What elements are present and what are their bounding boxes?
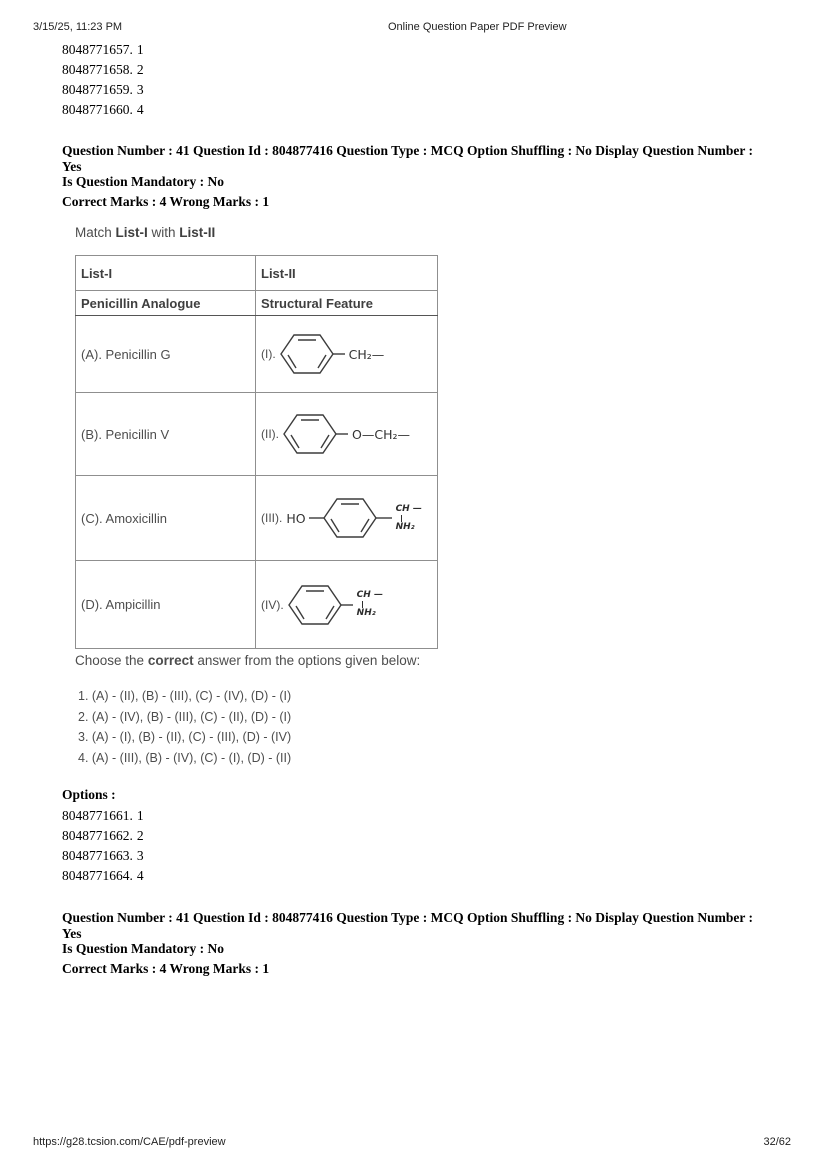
bond-line [401, 515, 402, 522]
question-metadata-block [62, 910, 774, 977]
substituent-group: O—CH₂— [352, 426, 410, 442]
structure-label: (I). [261, 347, 276, 361]
question-metadata-block [62, 143, 774, 210]
table-header-list2: List-II [256, 256, 438, 291]
option-id: 8048771657. [62, 42, 133, 57]
table-row [76, 316, 438, 393]
table-row [76, 393, 438, 476]
list-item-ampicillin: (D). Ampicillin [76, 561, 256, 649]
list2-label: List-II [179, 225, 216, 240]
option-value: 3 [136, 848, 144, 863]
question-meta-line1: Question Number : 41 Question Id : 804877416 Question Type : MCQ Option Shuffling : No Display Question Number : Yes [62, 910, 753, 941]
match-table [75, 255, 438, 649]
list-item-penicillin-v: (B). Penicillin V [76, 393, 256, 476]
option-id-row [62, 846, 148, 866]
header-title: Online Question Paper PDF Preview [388, 21, 567, 33]
table-subheader-feature: Structural Feature [256, 291, 438, 316]
option-value: 2 [136, 62, 144, 77]
list-item-penicillin-g: (A). Penicillin G [76, 316, 256, 393]
ch-nh2-group [357, 591, 383, 618]
option-id-row [62, 40, 148, 60]
question-meta-line2: Is Question Mandatory : No [62, 174, 225, 189]
ch-nh2-group [396, 505, 422, 532]
top-option-id-list [62, 40, 148, 120]
ch-top: CH — [395, 503, 422, 514]
benzene-ring-icon [309, 495, 393, 541]
footer-page-number: 32/62 [763, 1136, 791, 1148]
question-marks-line: Correct Marks : 4 Wrong Marks : 1 [62, 961, 270, 976]
choose-prompt [75, 653, 420, 668]
table-row [76, 561, 438, 649]
structure-label: (IV). [261, 597, 284, 612]
option-id: 8048771663. [62, 848, 133, 863]
option-value: 1 [136, 42, 144, 57]
header-datetime: 3/15/25, 11:23 PM [33, 21, 123, 33]
bottom-option-id-list [62, 806, 148, 886]
nh2-bottom: NH₂ [356, 608, 376, 618]
question-marks-line: Correct Marks : 4 Wrong Marks : 1 [62, 194, 270, 209]
option-id: 8048771660. [62, 102, 133, 117]
option-id-row [62, 866, 148, 886]
footer-url: https://g28.tcsion.com/CAE/pdf-preview [33, 1136, 226, 1148]
structure-cell [261, 331, 432, 377]
option-id-row [62, 100, 148, 120]
structure-label: (II). [261, 427, 279, 441]
option-id: 8048771658. [62, 62, 133, 77]
ch-top: CH — [356, 590, 383, 600]
answer-options-list [78, 686, 291, 768]
nh2-bottom: NH₂ [395, 521, 415, 532]
answer-option-2: 2. (A) - (IV), (B) - (III), (C) - (II), (D) - (I) [78, 709, 292, 724]
option-value: 3 [136, 82, 144, 97]
benzene-ring-icon [280, 331, 346, 377]
benzene-ring-icon [288, 582, 354, 628]
option-id: 8048771661. [62, 808, 133, 823]
list-item-amoxicillin: (C). Amoxicillin [76, 476, 256, 561]
option-id: 8048771664. [62, 868, 133, 883]
answer-option-3: 3. (A) - (I), (B) - (II), (C) - (III), (D) - (IV) [78, 730, 292, 744]
structure-cell [261, 582, 432, 628]
structure-cell [261, 495, 432, 541]
options-label: Options : [62, 787, 116, 802]
match-prompt [75, 225, 215, 240]
match-prompt-text: with [147, 225, 180, 240]
option-id-row [62, 826, 148, 846]
benzene-ring-icon [283, 411, 349, 457]
table-row [76, 476, 438, 561]
option-value: 4 [136, 868, 144, 883]
choose-prompt-bold: correct [147, 653, 194, 668]
substituent-group: CH₂— [348, 346, 385, 362]
answer-option-4: 4. (A) - (III), (B) - (IV), (C) - (I), (D) - (II) [78, 750, 292, 765]
structure-label: (III). [261, 511, 283, 525]
bond-line [362, 601, 363, 608]
option-id: 8048771659. [62, 82, 133, 97]
option-value: 2 [136, 828, 144, 843]
ho-prefix: HO [286, 510, 306, 526]
option-value: 1 [136, 808, 144, 823]
question-meta-line2: Is Question Mandatory : No [62, 941, 225, 956]
table-header-list1: List-I [76, 256, 256, 291]
option-id: 8048771662. [62, 828, 133, 843]
question-meta-line1: Question Number : 41 Question Id : 804877416 Question Type : MCQ Option Shuffling : No Display Question Number : Yes [62, 143, 753, 174]
option-id-row [62, 806, 148, 826]
match-prompt-text: Match [75, 225, 116, 240]
choose-prompt-text: Choose the [75, 653, 148, 668]
table-subheader-analogue: Penicillin Analogue [76, 291, 256, 316]
option-id-row [62, 80, 148, 100]
option-id-row [62, 60, 148, 80]
option-value: 4 [136, 102, 144, 117]
answer-option-1: 1. (A) - (II), (B) - (III), (C) - (IV), (D) - (I) [78, 689, 292, 703]
choose-prompt-text: answer from the options given below: [193, 653, 421, 668]
structure-cell [261, 411, 432, 457]
list1-label: List-I [115, 225, 148, 240]
